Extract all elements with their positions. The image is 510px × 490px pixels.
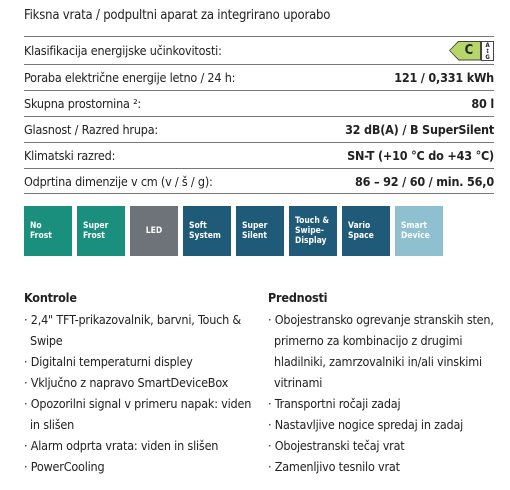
list-item: · Vključno z napravo SmartDeviceBox (24, 375, 229, 390)
list-item: · Transportni ročaji zadaj (268, 396, 401, 411)
energy-label (446, 41, 494, 61)
kontrole-list (24, 309, 254, 477)
spec-row-consumption (24, 64, 494, 90)
spec-label: Klimatski razred: (24, 148, 116, 163)
spec-table (24, 36, 494, 194)
list-item: · Digitalni temperaturni displey (24, 354, 193, 369)
spec-label: Klasifikacija energijske učinkovitosti: (24, 43, 222, 58)
energy-scale-icon: A ↕ G (481, 41, 494, 61)
energy-class-letter: C (464, 42, 473, 58)
prednosti-section (268, 290, 498, 477)
spec-value: 86 – 92 / 60 / min. 56,0 (355, 173, 494, 189)
list-item: · Zamenljivo tesnilo vrat (268, 459, 400, 474)
spec-row-dimensions (24, 168, 494, 194)
spec-row-energy-class (24, 36, 494, 64)
spec-label: Glasnost / Razred hrupa: (24, 122, 159, 137)
spec-label: Skupna prostornina ²: (24, 96, 141, 111)
list-item: · Nastavljive nogice spredaj in zadaj (268, 417, 464, 432)
energy-class-arrow-icon (446, 42, 480, 60)
spec-value: 32 dB(A) / B SuperSilent (345, 122, 494, 137)
spec-label: Poraba električne energije letno / 24 h: (24, 70, 236, 85)
list-item: · Opozorilni signal v primeru napak: viden in slišen (24, 396, 252, 432)
kontrole-heading: Kontrole (24, 290, 77, 305)
spec-label: Odprtina dimenzije v cm (v / š / g): (24, 173, 213, 189)
tile-vario-space: Vario Space (342, 206, 390, 256)
list-item: · PowerCooling (24, 459, 105, 474)
spec-value: 80 l (471, 96, 494, 111)
feature-tiles (24, 206, 443, 256)
subtitle: Fiksna vrata / podpultni aparat za integrirano uporabo (24, 8, 331, 23)
spec-value: 121 / 0,331 kWh (394, 70, 494, 85)
tile-smart-device: Smart Device (395, 206, 443, 256)
tile-no-frost: No Frost (24, 206, 72, 256)
tile-soft-system: Soft System (183, 206, 231, 256)
tile-touch-swipe-display: Touch & Swipe- Display (289, 206, 337, 256)
prednosti-heading: Prednosti (268, 290, 328, 305)
tile-super-frost: Super Frost (77, 206, 125, 256)
spec-row-climate (24, 142, 494, 168)
list-item: · 2,4" TFT-prikazovalnik, barvni, Touch & Swipe (24, 312, 241, 348)
list-item: · Alarm odprta vrata: viden in slišen (24, 438, 219, 453)
list-item: · Obojestranski tečaj vrat (268, 438, 405, 453)
tile-super-silent: Super Silent (236, 206, 284, 256)
spec-value: SN-T (+10 °C do +43 °C) (347, 148, 494, 163)
prednosti-list (268, 309, 498, 477)
tile-led: LED (130, 206, 178, 256)
spec-row-noise (24, 116, 494, 142)
kontrole-section (24, 290, 254, 477)
spec-row-volume (24, 90, 494, 116)
list-item: · Obojestransko ogrevanje stranskih sten, primerno za kombinacijo z drugimi hladilniki, zamrzovalniki in/ali vinskimi vitrinami (268, 312, 494, 390)
